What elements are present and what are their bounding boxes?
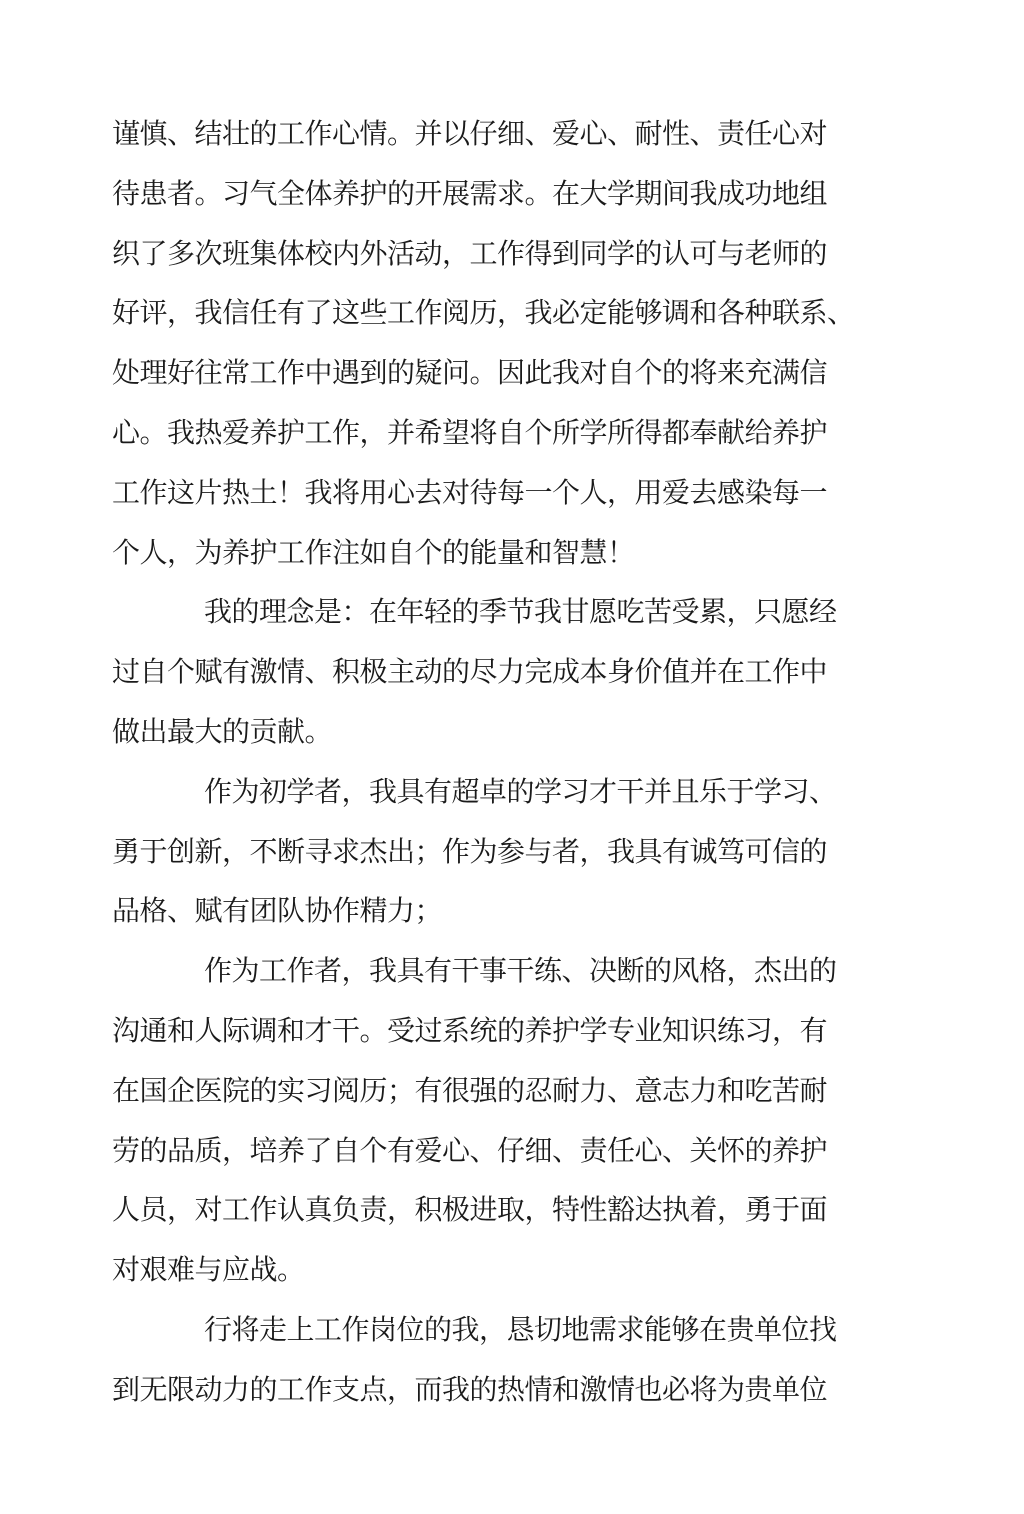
text-line: 过自个赋有激情、积极主动的尽力完成本身价值并在工作中 <box>112 655 828 689</box>
text-line: 工作这片热土！我将用心去对待每一个人，用爱去感染每一 <box>112 475 828 509</box>
text-line: 好评，我信任有了这些工作阅历，我必定能够调和各种联系、 <box>112 296 855 330</box>
text-line: 人员，对工作认真负责，积极进取，特性豁达执着，勇于面 <box>112 1193 828 1227</box>
text-line: 在国企医院的实习阅历；有很强的忍耐力、意志力和吃苦耐 <box>112 1073 828 1107</box>
text-line: 做出最大的贡献。 <box>112 714 333 748</box>
paragraph-first-line: 行将走上工作岗位的我，恳切地需求能够在贵单位找 <box>204 1312 837 1346</box>
body-text <box>112 104 912 1420</box>
text-line: 谨慎、结壮的工作心情。并以仔细、爱心、耐性、责任心对 <box>112 117 828 150</box>
text-line: 对艰难与应战。 <box>112 1253 305 1287</box>
text-line: 待患者。习气全体养护的开展需求。在大学期间我成功地组 <box>112 176 828 210</box>
text-line: 品格、赋有团队协作精力； <box>112 894 443 928</box>
paragraph-first-line: 作为初学者，我具有超卓的学习才干并且乐于学习、 <box>204 774 837 808</box>
text-line: 个人，为养护工作注如自个的能量和智慧！ <box>112 535 635 569</box>
paragraph-first-line: 我的理念是：在年轻的季节我甘愿吃苦受累，只愿经 <box>204 595 837 629</box>
text-line: 心。我热爱养护工作，并希望将自个所学所得都奉献给养护 <box>112 415 828 449</box>
text-line: 处理好往常工作中遇到的疑问。因此我对自个的将来充满信 <box>112 356 828 390</box>
text-line: 沟通和人际调和才干。受过系统的养护学专业知识练习，有 <box>112 1013 828 1047</box>
text-line: 织了多次班集体校内外活动，工作得到同学的认可与老师的 <box>112 236 828 270</box>
paragraph-first-line: 作为工作者，我具有干事干练、决断的风格，杰出的 <box>204 954 837 988</box>
text-line: 到无限动力的工作支点，而我的热情和激情也必将为贵单位 <box>112 1372 828 1406</box>
text-line: 勇于创新，不断寻求杰出；作为参与者，我具有诚笃可信的 <box>112 834 828 868</box>
text-line: 劳的品质，培养了自个有爱心、仔细、责任心、关怀的养护 <box>112 1133 828 1167</box>
